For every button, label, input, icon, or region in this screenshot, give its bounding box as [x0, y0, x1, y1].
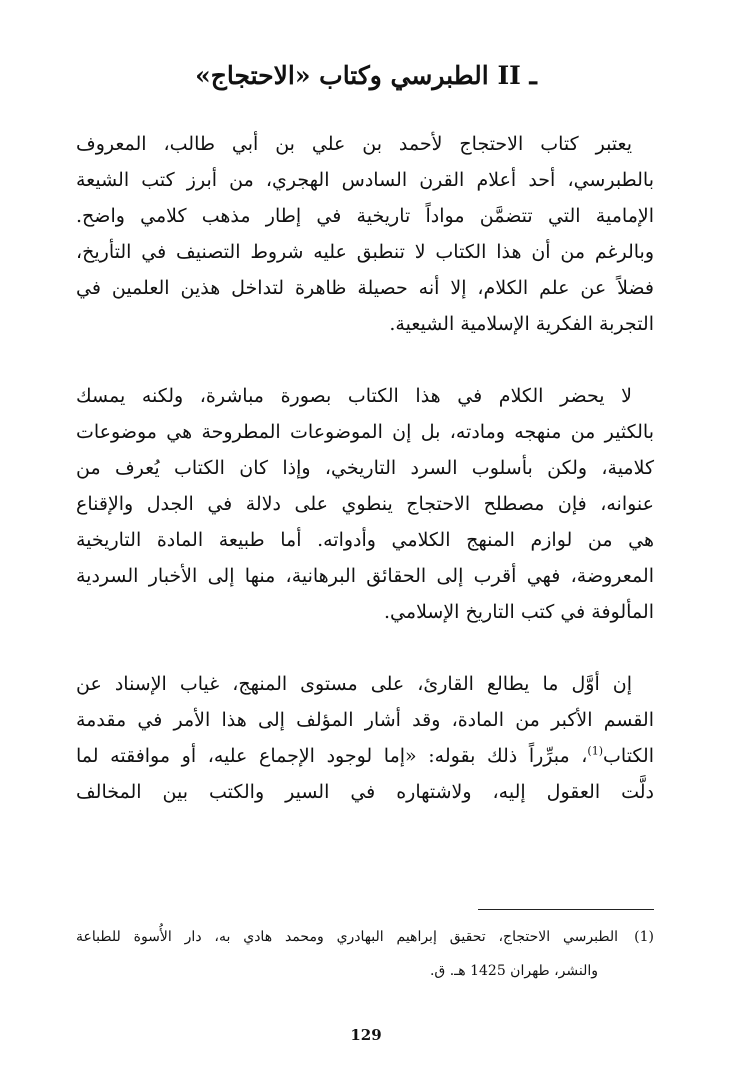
- text-segment: الكتاب: [603, 745, 654, 767]
- paragraph-3: [76, 666, 654, 810]
- section-title: [60, 56, 672, 96]
- text-line: بالكثير من منهجه ومادته، بل إن الموضوعات المطروحة هي موضوعات: [76, 421, 654, 443]
- text-line: يعتبر كتاب الاحتجاج لأحمد بن علي بن أبي طالب، المعروف: [76, 133, 632, 155]
- footnote-line: [76, 920, 654, 954]
- footnote-text: الطبرسي الاحتجاج، تحقيق إبراهيم البهادري ومحمد هادي به، دار الأُسوة للطباعة: [76, 929, 618, 945]
- footnote-reference: (1): [587, 744, 604, 758]
- text-line: لا يحضر الكلام في هذا الكتاب بصورة مباشرة، ولكنه يمسك: [76, 385, 632, 407]
- page-number: 129: [350, 1026, 382, 1044]
- paragraph-gap: [76, 630, 654, 666]
- section-number: II ـ: [497, 61, 537, 90]
- body-text: [76, 126, 654, 810]
- footnotes: [76, 920, 654, 988]
- paragraph-2: [76, 378, 654, 630]
- text-line: المعروضة، فهي أقرب إلى الحقائق البرهانية، منها إلى الأخبار السردية: [76, 565, 654, 587]
- footnote-line: والنشر، طهران 1425 هـ. ق.: [429, 963, 598, 979]
- paragraph-gap: [76, 342, 654, 378]
- text-line-with-footnote: [76, 738, 654, 774]
- text-line: الإمامية التي تتضمَّن مواداً تاريخية في إطار مذهب كلامي واضح.: [76, 205, 654, 227]
- text-line: القسم الأكبر من المادة، وقد أشار المؤلف إلى هذا الأمر في مقدمة: [76, 709, 654, 731]
- text-line: المألوفة في كتب التاريخ الإسلامي.: [384, 601, 654, 623]
- text-line: بالطبرسي، أحد أعلام القرن السادس الهجري، من أبرز كتب الشيعة: [76, 169, 654, 191]
- text-line: وبالرغم من أن هذا الكتاب لا تنطبق عليه شروط التصنيف في التأريخ،: [76, 241, 654, 263]
- text-segment: ، مبرِّراً ذلك بقوله: «إما لوجود الإجماع عليه، أو موافقته لما: [76, 745, 588, 767]
- section-title-text: الطبرسي وكتاب «الاحتجاج»: [195, 61, 489, 90]
- text-line: هي من لوازم المنهج الكلامي وأدواته. أما طبيعة المادة التاريخية: [76, 529, 654, 551]
- text-line: دلَّت العقول إليه، ولاشتهاره في السير والكتب بين المخالف: [76, 781, 654, 803]
- footnote-marker: (1): [634, 929, 654, 945]
- paragraph-1: [76, 126, 654, 342]
- text-line: كلامية، ولكن بأسلوب السرد التاريخي، وإذا كان الكتاب يُعرف من: [76, 457, 654, 479]
- text-line: إن أوَّل ما يطالع القارئ، على مستوى المنهج، غياب الإسناد عن: [76, 673, 632, 695]
- text-line: التجربة الفكرية الإسلامية الشيعية.: [389, 313, 654, 335]
- text-line: فضلاً عن علم الكلام، إلا أنه حصيلة ظاهرة لتداخل هذين العلمين في: [76, 277, 654, 299]
- footnote-separator: [478, 909, 654, 910]
- text-line: عنوانه، فإن مصطلح الاحتجاج ينطوي على دلالة في الجدل والإقناع: [76, 493, 654, 515]
